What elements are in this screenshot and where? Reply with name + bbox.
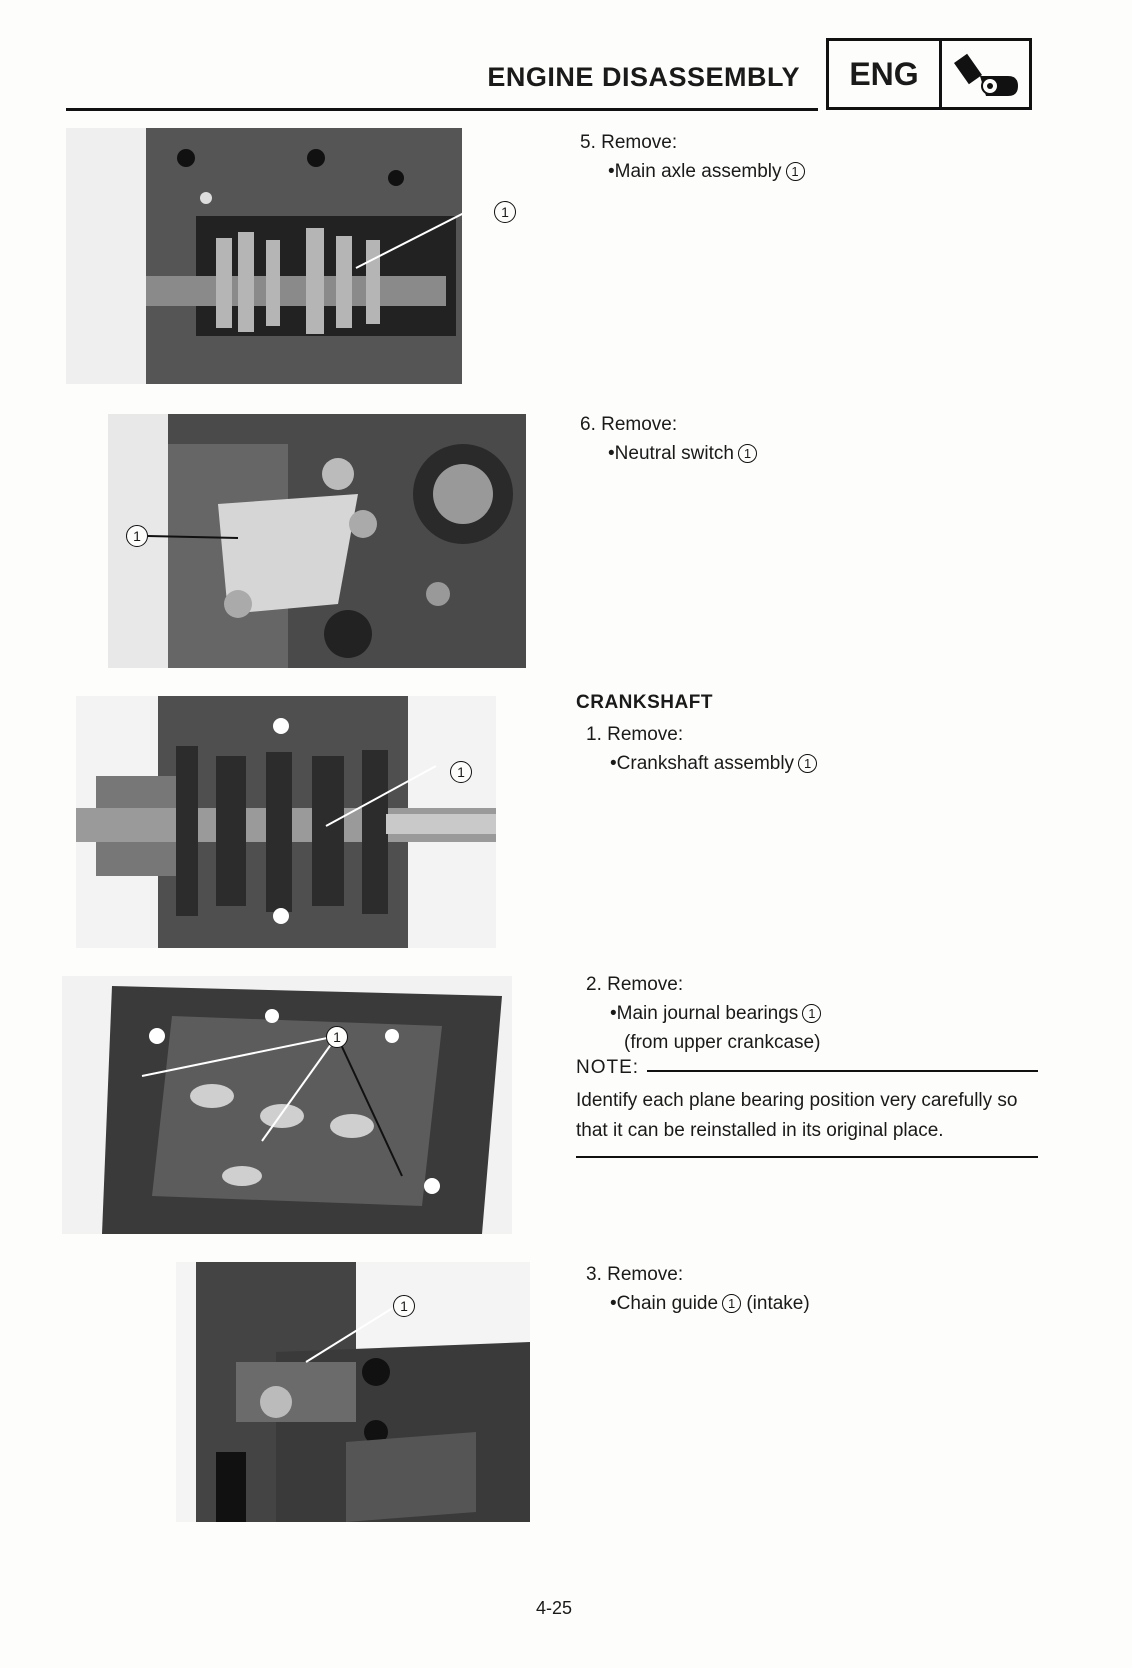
photo-journal-bearings (62, 976, 512, 1234)
crank-step-3-item: •Chain guide 1 (intake) (610, 1293, 810, 1314)
note-bottom-rule (576, 1156, 1038, 1158)
crank-step-1 (586, 720, 817, 778)
crank-step-2-label: 2. Remove: (586, 974, 684, 995)
crank-step-2 (586, 970, 821, 1057)
crank-step-3-label: 3. Remove: (586, 1264, 684, 1285)
step-6 (580, 410, 757, 468)
crank-step-2-item: •Main journal bearings 1 (586, 999, 821, 1028)
note-rule (647, 1070, 1038, 1072)
crank-step-3 (586, 1260, 810, 1318)
callout-1-crankshaft: 1 (450, 761, 472, 783)
crank-step-2-sub: (from upper crankcase) (624, 1032, 821, 1053)
note-label: NOTE: (576, 1057, 640, 1078)
section-badge-label: ENG (829, 41, 942, 107)
section-badge (826, 38, 1032, 110)
page-number: 4-25 (536, 1598, 573, 1618)
engine-wrench-icon (942, 41, 1029, 107)
callout-1-neutral-switch: 1 (126, 525, 148, 547)
crank-step-1-item: •Crankshaft assembly 1 (586, 749, 817, 778)
note-header (576, 1057, 1038, 1079)
step-6-item: •Neutral switch 1 (580, 439, 757, 468)
photo-chain-guide (176, 1262, 530, 1522)
callout-1-journal-bearings: 1 (326, 1026, 348, 1048)
note-text: Identify each plane bearing position very carefully so that it can be reinstalled in its original place. (576, 1090, 1018, 1141)
step-5-item: •Main axle assembly 1 (580, 157, 805, 186)
step-5-label: 5. Remove: (580, 132, 678, 153)
photo-crankshaft (76, 696, 496, 948)
callout-1-chain-guide: 1 (393, 1295, 415, 1317)
callout-1-main-axle: 1 (494, 201, 516, 223)
section-title-crankshaft: CRANKSHAFT (576, 692, 713, 713)
crank-step-1-label: 1. Remove: (586, 724, 684, 745)
step-6-label: 6. Remove: (580, 414, 678, 435)
photo-main-axle (66, 128, 462, 384)
header-rule (66, 108, 818, 111)
page-title: ENGINE DISASSEMBLY (487, 62, 800, 92)
photo-neutral-switch (108, 414, 526, 668)
step-5 (580, 128, 805, 186)
